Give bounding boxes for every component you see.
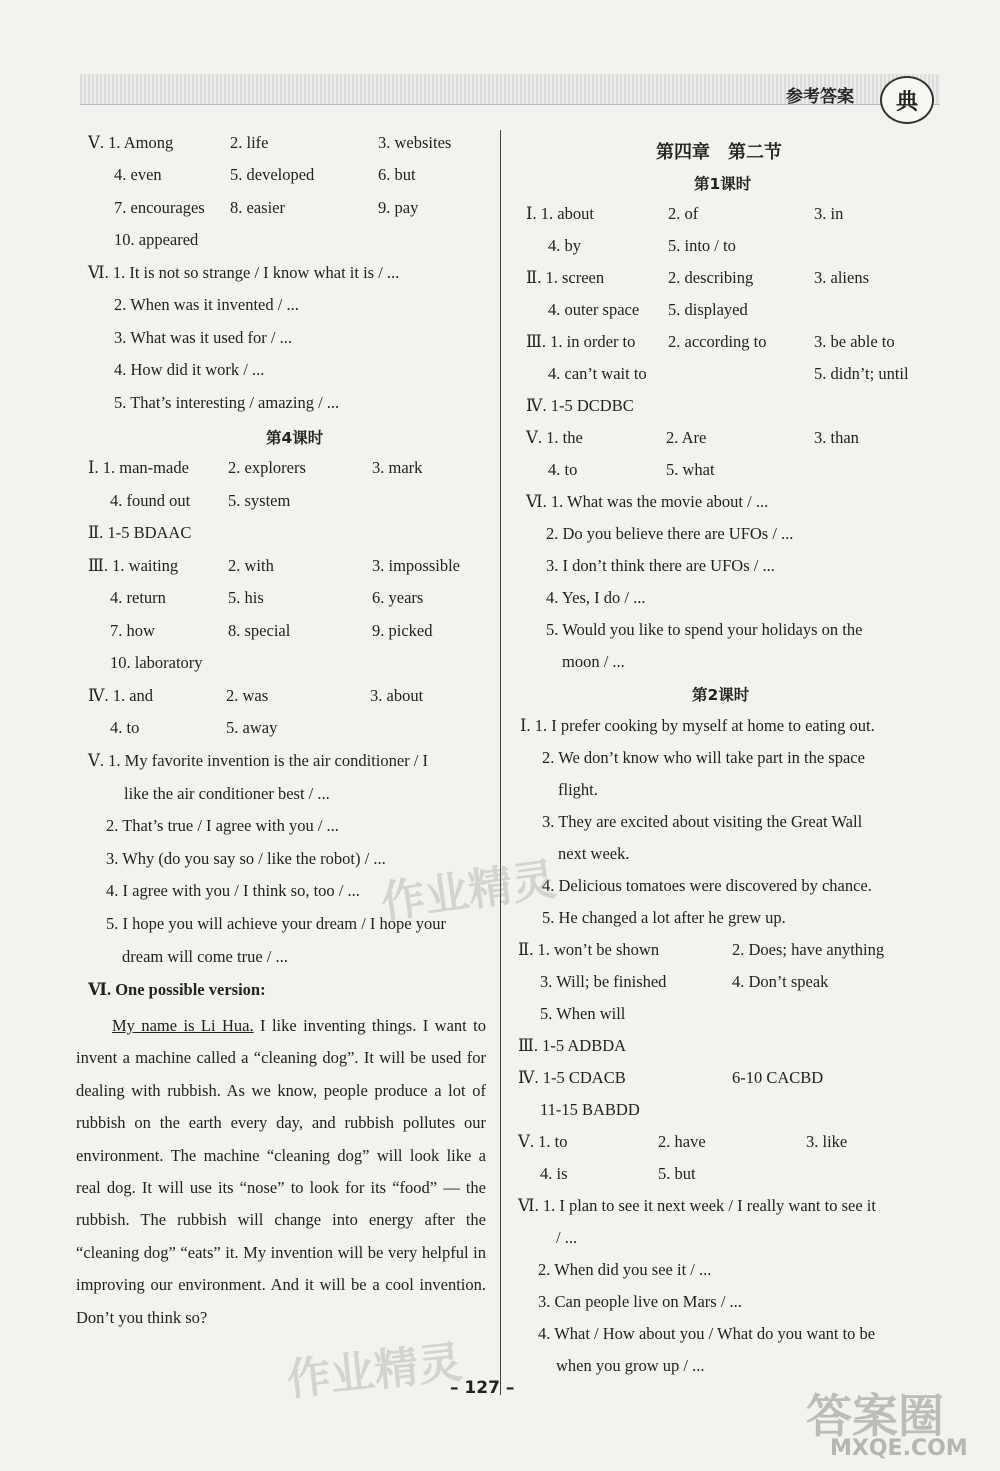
left-answer-line: 4. found out [110, 491, 191, 510]
left-answer-line: 2. When was it invented / ... [114, 295, 299, 314]
left-answer-line: 8. easier [230, 198, 285, 217]
right-answer-line: 4. What / How about you / What do you want to be [538, 1324, 876, 1343]
right-answer-line: 6-10 CACBD [732, 1068, 824, 1087]
left-answer-line: 3. What was it used for / ... [114, 328, 292, 347]
left-answer-line: 7. how [110, 621, 155, 640]
left-answer-line: 5. system [228, 491, 291, 510]
left-answer-line: Ⅴ. 1. Among [88, 133, 174, 152]
right-answer-line: 2. We don’t know who will take part in the space [542, 748, 865, 767]
watermark-center: 作业精灵 [377, 853, 560, 929]
left-answer-line: 5. That’s interesting / amazing / ... [114, 393, 340, 412]
column-divider [500, 130, 501, 1395]
left-answer-line: 5. away [226, 718, 278, 737]
right-answer-line: Ⅲ. 1. in order to [526, 332, 636, 351]
left-answer-line: 5. I hope you will achieve your dream / I hope your [106, 914, 446, 933]
essay-body: I like inventing things. I want to invent a machine called a “cleaning dog”. It will be used for dealing with rubbish. As we know, people produce a lot of rubbish on the earth every day, and rubbish pollutes our environment. The machine “cleaning dog” will look like a real dog. It will use its “nose” to look for its “food” — the rubbish. The rubbish will change into energy after the “cleaning dog” “eats” it. My invention will be very helpful in improving our environment. And it will be a cool invention. Don’t you think so? [76, 1016, 486, 1327]
right-answer-line: / ... [556, 1228, 578, 1247]
watermark-corner: 答案圈 [806, 1389, 944, 1443]
left-answer-line: 5. developed [230, 165, 315, 184]
right-answer-line: 5. didn’t; until [814, 364, 909, 383]
right-answer-line: 3. than [814, 428, 859, 447]
left-answer-line: 10. appeared [114, 230, 199, 249]
right-answer-line: Ⅳ. 1-5 DCDBC [526, 396, 634, 415]
left-answer-line: 4. even [114, 165, 162, 184]
left-answer-line: 2. life [230, 133, 269, 152]
right-answer-line: 2. Does; have anything [732, 940, 885, 959]
left-answer-line: 3. websites [378, 133, 452, 152]
right-answer-line: 4. is [540, 1164, 568, 1183]
left-answer-line: 6. years [372, 588, 424, 607]
left-answer-line: Ⅳ. 1. and [88, 686, 154, 705]
right-answer-line: 3. aliens [814, 268, 869, 287]
right-answer-line: 2. have [658, 1132, 706, 1151]
right-answer-line: Ⅱ. 1. won’t be shown [518, 940, 660, 959]
left-answer-line: dream will come true / ... [122, 947, 288, 966]
right-answer-line: 4. Delicious tomatoes were discovered by chance. [542, 876, 872, 895]
right-answer-line: 5. but [658, 1164, 696, 1183]
right-answer-line: 3. like [806, 1132, 848, 1151]
right-answer-line: 3. They are excited about visiting the Great Wall [542, 812, 863, 831]
left-answer-line: 2. was [226, 686, 269, 705]
right-answer-line: 5. into / to [668, 236, 736, 255]
right-answer-line: 3. Will; be finished [540, 972, 667, 991]
right-answer-line: 2. of [668, 204, 699, 223]
right-answer-line: 4. outer space [548, 300, 640, 319]
right-answer-line: 3. in [814, 204, 844, 223]
left-answer-line: Ⅰ. 1. man-made [88, 458, 189, 477]
left-answer-line: 10. laboratory [110, 653, 203, 672]
left-answer-line: like the air conditioner best / ... [124, 784, 330, 803]
right-answer-line: 5. what [666, 460, 715, 479]
left-answer-line: 2. explorers [228, 458, 306, 477]
left-answer-line: 5. his [228, 588, 264, 607]
left-answer-line: 7. encourages [114, 198, 205, 217]
right-answer-line: Ⅲ. 1-5 ADBDA [518, 1036, 627, 1055]
emblem-glyph: 典 [895, 89, 918, 115]
essay-first-sentence: My name is Li Hua. [112, 1016, 254, 1035]
left-answer-line: 3. mark [372, 458, 423, 477]
right-answer-line: next week. [558, 844, 630, 863]
left-answer-line: 2. with [228, 556, 274, 575]
left-answer-line: 3. about [370, 686, 424, 705]
right-answer-line: 5. Would you like to spend your holidays on the [546, 620, 863, 639]
right-answer-line: 3. be able to [814, 332, 895, 351]
right-answer-line: 11-15 BABDD [540, 1100, 640, 1119]
left-answer-line: 4. I agree with you / I think so, too / ... [106, 881, 360, 900]
left-answer-line: 8. special [228, 621, 291, 640]
left-answer-line: 3. Why (do you say so / like the robot) / ... [106, 849, 386, 868]
right-answer-line: 5. He changed a lot after he grew up. [542, 908, 786, 927]
right-answer-line: 4. Yes, I do / ... [546, 588, 646, 607]
right-answer-line: 2. describing [668, 268, 754, 287]
right-answer-line: moon / ... [562, 652, 625, 671]
right-answer-line: Ⅰ. 1. I prefer cooking by myself at home to eating out. [520, 716, 875, 735]
right-answer-line: 3. Can people live on Mars / ... [538, 1292, 742, 1311]
essay-paragraph [76, 1010, 486, 1334]
right-answer-line: 2. according to [668, 332, 767, 351]
left-answer-line: Ⅱ. 1-5 BDAAC [88, 523, 192, 542]
left-answer-line: 2. That’s true / I agree with you / ... [106, 816, 339, 835]
left-answer-line: Ⅴ. 1. My favorite invention is the air conditioner / I [88, 751, 429, 770]
lesson4-heading: 第4课时 [266, 429, 324, 447]
right-answer-line: Ⅴ. 1. the [526, 428, 583, 447]
watermark-url: MXQE.COM [830, 1436, 968, 1461]
right-answer-line: 5. When will [540, 1004, 626, 1023]
right-answer-line: Ⅵ. 1. What was the movie about / ... [526, 492, 769, 511]
left-answer-line: 3. impossible [372, 556, 461, 575]
watermark-bottom: 作业精灵 [284, 1336, 465, 1407]
right-answer-line: Ⅱ. 1. screen [526, 268, 605, 287]
header-title: 参考答案 [786, 87, 854, 107]
right-answer-line: 2. When did you see it / ... [538, 1260, 712, 1279]
right-answer-line: flight. [558, 780, 598, 799]
page-number: – 127 – [450, 1378, 515, 1398]
left-answer-line: 6. but [378, 165, 416, 184]
left-answer-line: Ⅲ. 1. waiting [88, 556, 179, 575]
right-answer-line: 2. Are [666, 428, 707, 447]
right-answer-line: 4. by [548, 236, 581, 255]
left-answer-line: 4. return [110, 588, 166, 607]
left-answer-line: 4. to [110, 718, 140, 737]
right-answer-line: Ⅴ. 1. to [518, 1132, 568, 1151]
right-answer-line: 4. to [548, 460, 578, 479]
right-answer-line: 2. Do you believe there are UFOs / ... [546, 524, 794, 543]
right-answer-line: Ⅰ. 1. about [526, 204, 594, 223]
right-answer-line: 4. Don’t speak [732, 972, 829, 991]
right-answer-line: 5. displayed [668, 300, 748, 319]
left-answer-line: 9. pay [378, 198, 419, 217]
lesson1-heading: 第1课时 [694, 175, 752, 193]
left-answer-line: 9. picked [372, 621, 433, 640]
left-answer-line: 4. How did it work / ... [114, 360, 265, 379]
right-answer-line: 4. can’t wait to [548, 364, 647, 383]
essay-label: Ⅵ. One possible version: [88, 980, 266, 999]
right-answer-line: 3. I don’t think there are UFOs / ... [546, 556, 775, 575]
right-answer-line: when you grow up / ... [556, 1356, 705, 1375]
emblem-icon [880, 76, 934, 124]
left-answer-line: Ⅵ. 1. It is not so strange / I know what it is / ... [88, 263, 400, 282]
lesson2-heading: 第2课时 [692, 686, 750, 704]
chapter-title: 第四章 第二节 [656, 142, 782, 163]
right-answer-line: Ⅵ. 1. I plan to see it next week / I really want to see it [518, 1196, 876, 1215]
right-answer-line: Ⅳ. 1-5 CDACB [518, 1068, 626, 1087]
